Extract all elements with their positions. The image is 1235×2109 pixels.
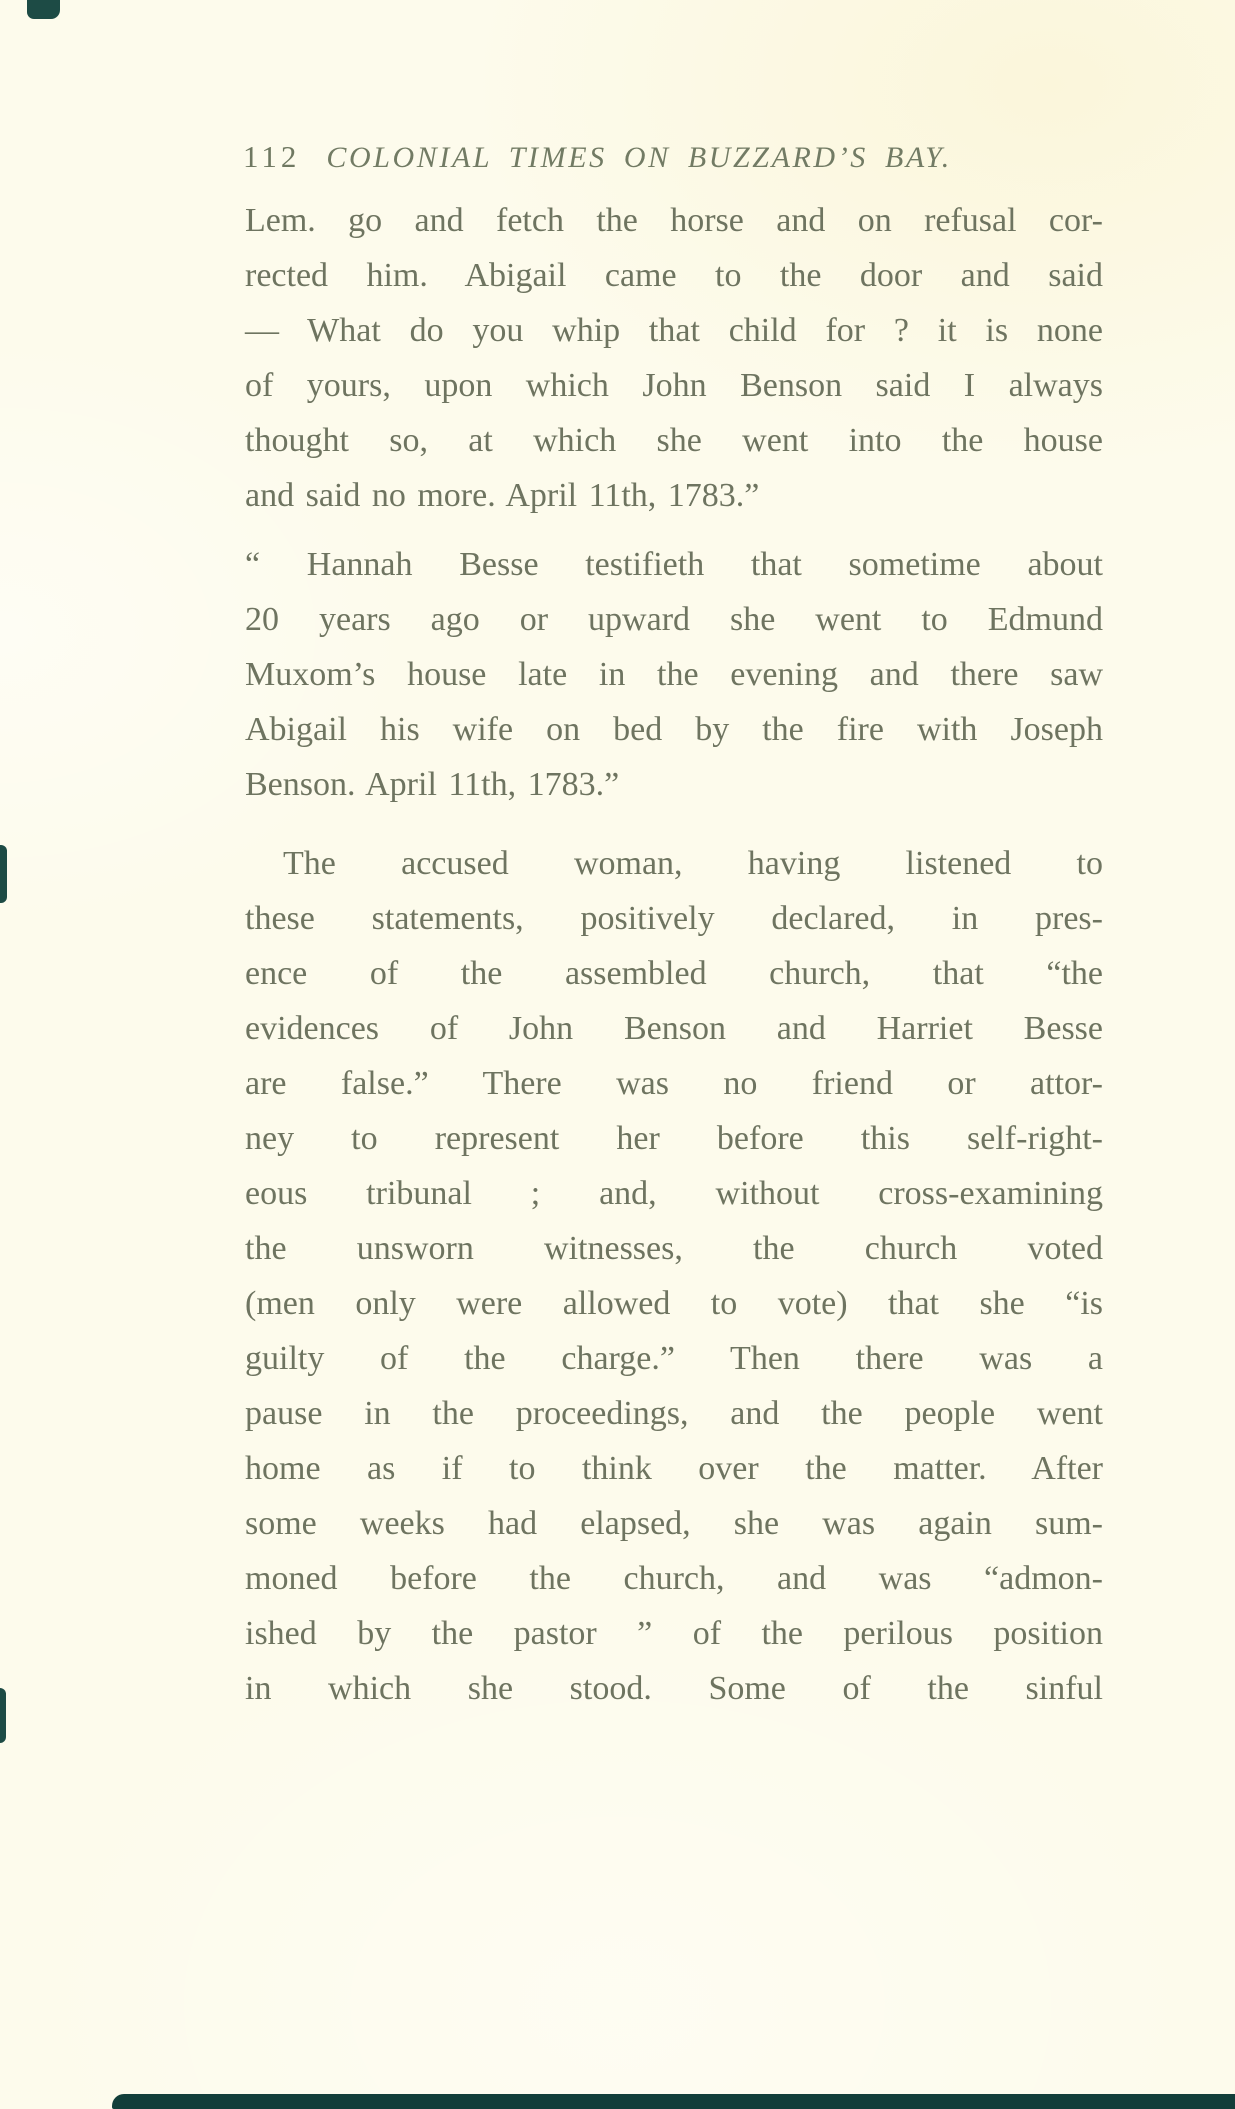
scan-artifact-left-edge-mark xyxy=(0,845,7,903)
text-line: pause in the proceedings, and the people went xyxy=(245,1395,1103,1432)
text-line: in which she stood. Some of the sinful xyxy=(245,1670,1103,1707)
text-line: these statements, positively declared, in pres- xyxy=(245,900,1103,937)
text-line: (men only were allowed to vote) that she “is xyxy=(245,1285,1103,1322)
text-line: rected him. Abigail came to the door and said xyxy=(245,257,1103,294)
text-line: eous tribunal ; and, without cross-examining xyxy=(245,1175,1103,1212)
text-line: evidences of John Benson and Harriet Besse xyxy=(245,1010,1103,1047)
running-title: COLONIAL TIMES ON BUZZARD’S BAY. xyxy=(326,141,952,174)
text-line: “ Hannah Besse testifieth that sometime about xyxy=(245,546,1103,583)
text-line: Abigail his wife on bed by the fire with Joseph xyxy=(245,711,1103,748)
scan-artifact-bottom-edge-bar xyxy=(112,2094,1235,2109)
page-body xyxy=(245,193,1103,1716)
text-line: some weeks had elapsed, she was again sum- xyxy=(245,1505,1103,1542)
text-line: Benson. April 11th, 1783.” xyxy=(245,766,620,803)
paragraph xyxy=(245,193,1103,523)
text-line: the unsworn witnesses, the church voted xyxy=(245,1230,1103,1267)
text-line: Lem. go and fetch the horse and on refusal cor- xyxy=(245,202,1103,239)
text-line: ished by the pastor ” of the perilous position xyxy=(245,1615,1103,1652)
scan-artifact-top-left-mark xyxy=(27,0,60,19)
text-line: ney to represent her before this self-right- xyxy=(245,1120,1103,1157)
page-number: 112 xyxy=(243,139,301,174)
text-line: home as if to think over the matter. After xyxy=(245,1450,1103,1487)
text-line: of yours, upon which John Benson said I always xyxy=(245,367,1103,404)
text-line: 20 years ago or upward she went to Edmund xyxy=(245,601,1103,638)
text-line: Muxom’s house late in the evening and there saw xyxy=(245,656,1103,693)
text-line: The accused woman, having listened to xyxy=(283,845,1103,882)
text-line: and said no more. April 11th, 1783.” xyxy=(245,477,760,514)
text-line: moned before the church, and was “admon- xyxy=(245,1560,1103,1597)
text-line: guilty of the charge.” Then there was a xyxy=(245,1340,1103,1377)
text-line: — What do you whip that child for ? it is none xyxy=(245,312,1103,349)
paragraph xyxy=(245,836,1103,1716)
text-line: ence of the assembled church, that “the xyxy=(245,955,1103,992)
paragraph xyxy=(245,537,1103,812)
scan-artifact-left-edge-mark xyxy=(0,1688,6,1743)
running-head xyxy=(243,139,1105,175)
text-line: thought so, at which she went into the house xyxy=(245,422,1103,459)
text-line: are false.” There was no friend or attor- xyxy=(245,1065,1103,1102)
